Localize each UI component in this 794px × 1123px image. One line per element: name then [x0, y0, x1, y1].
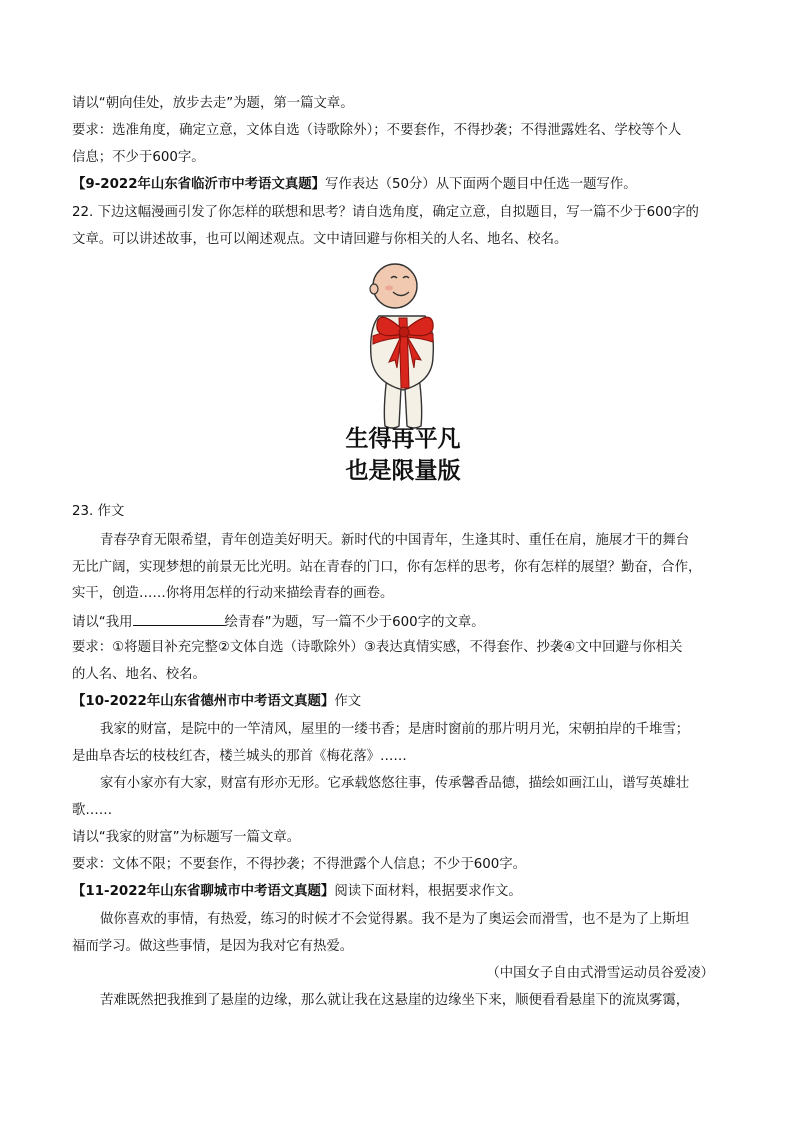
source-heading-liaocheng	[72, 882, 724, 902]
source-desc: 阅读下面材料，根据要求作文。	[334, 884, 522, 899]
text-line: 是曲阜杏坛的枝枝红杏，楼兰城头的那首《梅花落》……	[72, 749, 407, 764]
text-line: 家有小家亦有大家，财富有形亦无形。它承载悠悠往事，传承馨香品德，描绘如画江山，谱写英雄壮	[100, 776, 690, 791]
text-line: 要求：选准角度，确定立意，文体自选（诗歌除外）；不要套作，不得抄袭；不得泄露姓名、学校等个人	[72, 123, 682, 138]
comic-bow-knot	[399, 327, 409, 337]
question-23: 23. 作文	[72, 504, 125, 519]
source-title: 【11-2022年山东省聊城市中考语文真题】	[72, 884, 335, 899]
text-line: 做你喜欢的事情，有热爱，练习的时候才不会觉得累。我不是为了奥运会而滑雪，也不是为了上斯坦	[100, 912, 690, 927]
comic-caption-line1: 生得再平凡	[345, 426, 461, 452]
comic-caption-line2: 也是限量版	[345, 458, 461, 484]
source-heading-linyi	[72, 175, 724, 195]
text-line: 福而学习。做这些事情，是因为我对它有热爱。	[72, 939, 354, 954]
question-22: 22. 下边这幅漫画引发了你怎样的联想和思考？请自选角度，确定立意，自拟题目，写一篇不少于600字的	[72, 205, 699, 220]
prompt-prefix: 请以“我用	[72, 615, 133, 630]
text-line: 苦难既然把我推到了悬崖的边缘，那么就让我在这悬崖的边缘坐下来，顺便看看悬崖下的流岚雾霭，	[100, 993, 690, 1008]
source-title: 【9-2022年山东省临沂市中考语文真题】	[72, 177, 326, 192]
source-desc: 作文	[334, 694, 362, 709]
comic-cheek	[385, 286, 393, 291]
comic-head	[373, 264, 417, 308]
comic-illustration	[333, 258, 473, 486]
text-line: 的人名、地名、校名。	[72, 667, 206, 682]
text-line: 请以“我家的财富”为标题写一篇文章。	[72, 830, 301, 845]
prompt-line	[72, 611, 724, 633]
text-line: 信息；不少于600字。	[72, 150, 205, 165]
text-line: 我家的财富，是院中的一竿清风，屋里的一缕书香；是唐时窗前的那片明月光，宋朝拍岸的千堆雪；	[100, 722, 690, 737]
text-line: 实干，创造……你将用怎样的行动来描绘青春的画卷。	[72, 586, 394, 601]
comic-ear	[370, 284, 378, 294]
text-line: 青春孕育无限希望，青年创造美好明天。新时代的中国青年，生逢其时、重任在肩，施展才干的舞台	[100, 533, 690, 548]
fill-blank	[133, 611, 225, 626]
text-line: 文章。可以讲述故事，也可以阐述观点。文中请回避与你相关的人名、地名、校名。	[72, 232, 568, 247]
source-title: 【10-2022年山东省德州市中考语文真题】	[72, 694, 335, 709]
quote-attribution: （中国女子自由式滑雪运动员谷爱凌）	[486, 966, 714, 981]
text-line: 歌……	[72, 803, 113, 818]
prompt-suffix: 绘青春”为题，写一篇不少于600字的文章。	[224, 615, 485, 630]
text-line: 无比广阔，实现梦想的前景无比光明。站在青春的门口，你有怎样的思考，你有怎样的展望？勤奋，合作，	[72, 560, 702, 575]
text-line: 要求：文体不限；不要套作，不得抄袭；不得泄露个人信息；不少于600字。	[72, 857, 527, 872]
source-desc: 写作表达（50分）从下面两个题目中任选一题写作。	[325, 177, 637, 192]
text-line: 请以“朝向佳处，放步去走”为题，第一篇文章。	[72, 96, 354, 111]
text-line: 要求：①将题目补充完整②文体自选（诗歌除外）③表达真情实感，不得套作、抄袭④文中回避与你相关	[72, 640, 683, 655]
source-heading-dezhou	[72, 692, 724, 712]
